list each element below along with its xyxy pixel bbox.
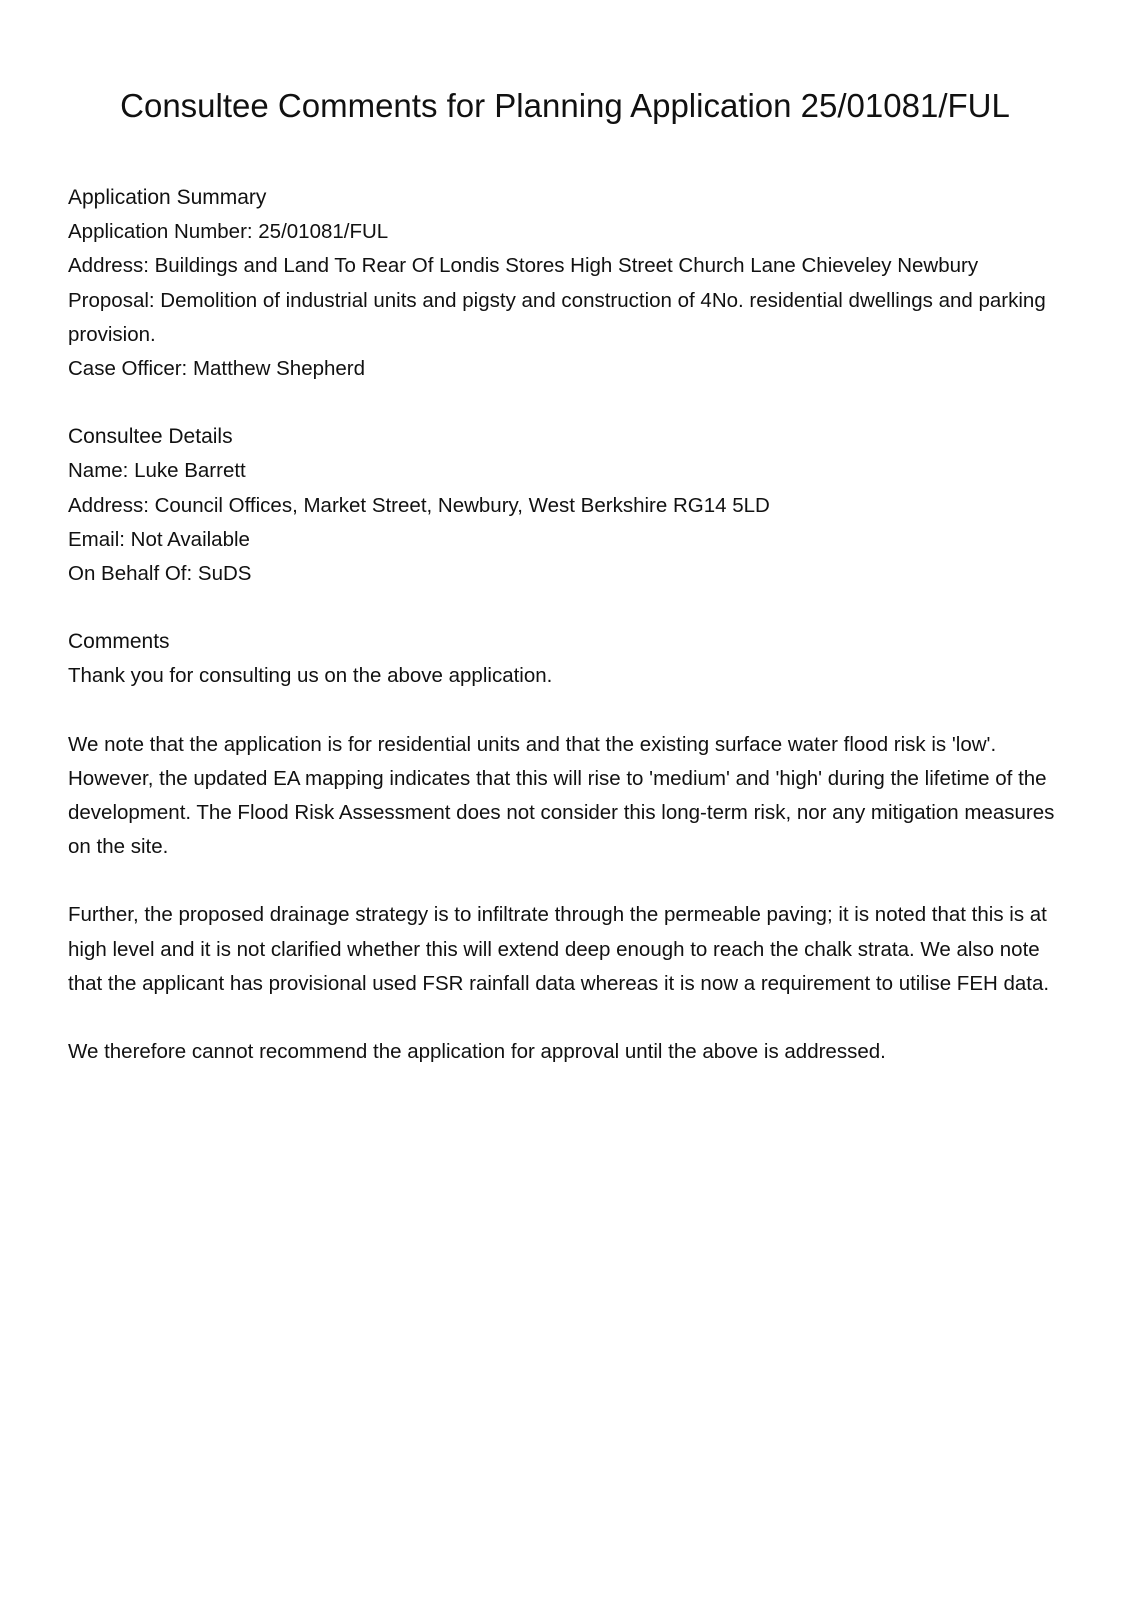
comments-section xyxy=(68,625,1058,1069)
comment-paragraph: Thank you for consulting us on the above application. xyxy=(68,664,553,688)
document-body xyxy=(68,181,1058,1103)
application-proposal: Proposal: Demolition of industrial units and pigsty and construction of 4No. residential dwellings and parking provision. xyxy=(68,288,1046,346)
consultee-name: Name: Luke Barrett xyxy=(68,459,246,483)
consultee-on-behalf-of: On Behalf Of: SuDS xyxy=(68,562,252,586)
application-summary-heading: Application Summary xyxy=(68,186,267,209)
comment-paragraph: We therefore cannot recommend the application for approval until the above is addressed. xyxy=(68,1040,886,1064)
consultee-email: Email: Not Available xyxy=(68,527,250,551)
application-summary-section xyxy=(68,181,1058,386)
consultee-details-section xyxy=(68,420,1058,591)
application-number: Application Number: 25/01081/FUL xyxy=(68,220,389,244)
comment-paragraph: Further, the proposed drainage strategy is to infiltrate through the permeable paving; it is noted that this is at high level and it is not clarified whether this will extend deep enough to reach the chalk strata. We also note that the applicant has provisional used FSR rainfall data whereas it is now a requirement to utilise FEH data. xyxy=(68,903,1050,995)
case-officer: Case Officer: Matthew Shepherd xyxy=(68,357,366,381)
page-title: Consultee Comments for Planning Application 25/01081/FUL xyxy=(120,87,1010,124)
comments-heading: Comments xyxy=(68,630,170,654)
application-address: Address: Buildings and Land To Rear Of Londis Stores High Street Church Lane Chieveley Newbury xyxy=(68,254,979,278)
comment-paragraph: We note that the application is for residential units and that the existing surface water flood risk is 'low'. However, the updated EA mapping indicates that this will rise to 'medium' and 'high' during the lifetime of the development. The Flood Risk Assessment does not consider this long-term risk, nor any mitigation measures on the site. xyxy=(68,732,1055,859)
consultee-details-heading: Consultee Details xyxy=(68,425,233,449)
consultee-address: Address: Council Offices, Market Street, Newbury, West Berkshire RG14 5LD xyxy=(68,493,770,517)
